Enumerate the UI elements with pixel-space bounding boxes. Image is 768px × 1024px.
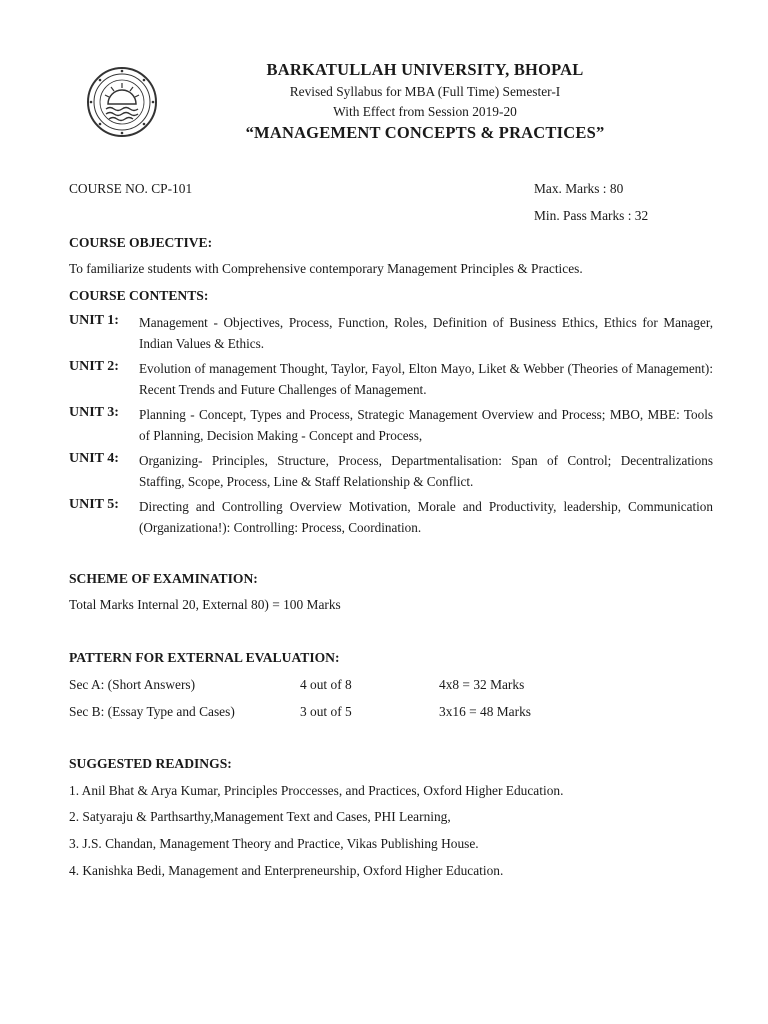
course-title: “MANAGEMENT CONCEPTS & PRACTICES”: [245, 123, 605, 142]
pattern-marks: 4x8 = 32 Marks: [439, 677, 525, 692]
readings-heading: SUGGESTED READINGS:: [69, 756, 232, 771]
scheme-text: Total Marks Internal 20, External 80) = 100 Marks: [69, 597, 341, 612]
unit-text: Evolution of management Thought, Taylor, Fayol, Elton Mayo, Liket & Webber (Theories of Management): Recent Trends and Future Challenges of Management.: [139, 361, 713, 397]
pattern-count: 4 out of 8: [300, 677, 352, 692]
syllabus-line: Revised Syllabus for MBA (Full Time) Semester-I: [289, 84, 561, 99]
scheme-heading: SCHEME OF EXAMINATION:: [69, 571, 258, 586]
university-seal-icon: [86, 66, 158, 138]
unit-text: Organizing- Principles, Structure, Process, Departmentalisation: Span of Control; Decentralizations Staffing, Scope, Process, Line & Staff Relationship & Conflict.: [139, 453, 713, 489]
min-pass-marks: Min. Pass Marks : 32: [534, 208, 649, 223]
objective-heading: COURSE OBJECTIVE:: [69, 235, 213, 250]
pattern-section: Sec A: (Short Answers): [69, 677, 196, 692]
course-number: COURSE NO. CP-101: [69, 181, 193, 196]
reading-item: 1. Anil Bhat & Arya Kumar, Principles Proccesses, and Practices, Oxford Higher Education.: [69, 783, 564, 798]
unit-text: Management - Objectives, Process, Function, Roles, Definition of Business Ethics, Ethics for Manager, Indian Values & Ethics.: [139, 315, 713, 351]
objective-text: To familiarize students with Comprehensive contemporary Management Principles & Practices.: [69, 261, 583, 276]
reading-item: 3. J.S. Chandan, Management Theory and Practice, Vikas Publishing House.: [69, 836, 479, 851]
reading-item: 2. Satyaraju & Parthsarthy,Management Text and Cases, PHI Learning,: [69, 809, 451, 824]
reading-item: 4. Kanishka Bedi, Management and Enterpreneurship, Oxford Higher Education.: [69, 863, 504, 878]
university-name: BARKATULLAH UNIVERSITY, BHOPAL: [266, 60, 584, 79]
unit-label: UNIT 3:: [69, 405, 119, 420]
max-marks: Max. Marks : 80: [534, 181, 624, 196]
unit-label: UNIT 1:: [69, 313, 119, 328]
pattern-heading: PATTERN FOR EXTERNAL EVALUATION:: [69, 650, 340, 665]
unit-text: Directing and Controlling Overview Motivation, Morale and Productivity, leadership, Communication (Organizationa!): Controlling: Process, Coordination.: [139, 499, 713, 535]
contents-heading: COURSE CONTENTS:: [69, 288, 209, 303]
pattern-count: 3 out of 5: [300, 704, 352, 719]
unit-label: UNIT 5:: [69, 497, 119, 512]
unit-text: Planning - Concept, Types and Process, Strategic Management Overview and Process; MBO, MBE: Tools of Planning, Decision Making - Concept and Process,: [139, 407, 713, 443]
unit-label: UNIT 2:: [69, 359, 119, 374]
pattern-marks: 3x16 = 48 Marks: [439, 704, 531, 719]
session-line: With Effect from Session 2019-20: [333, 104, 517, 119]
unit-label: UNIT 4:: [69, 451, 119, 466]
pattern-section: Sec B: (Essay Type and Cases): [69, 704, 235, 719]
